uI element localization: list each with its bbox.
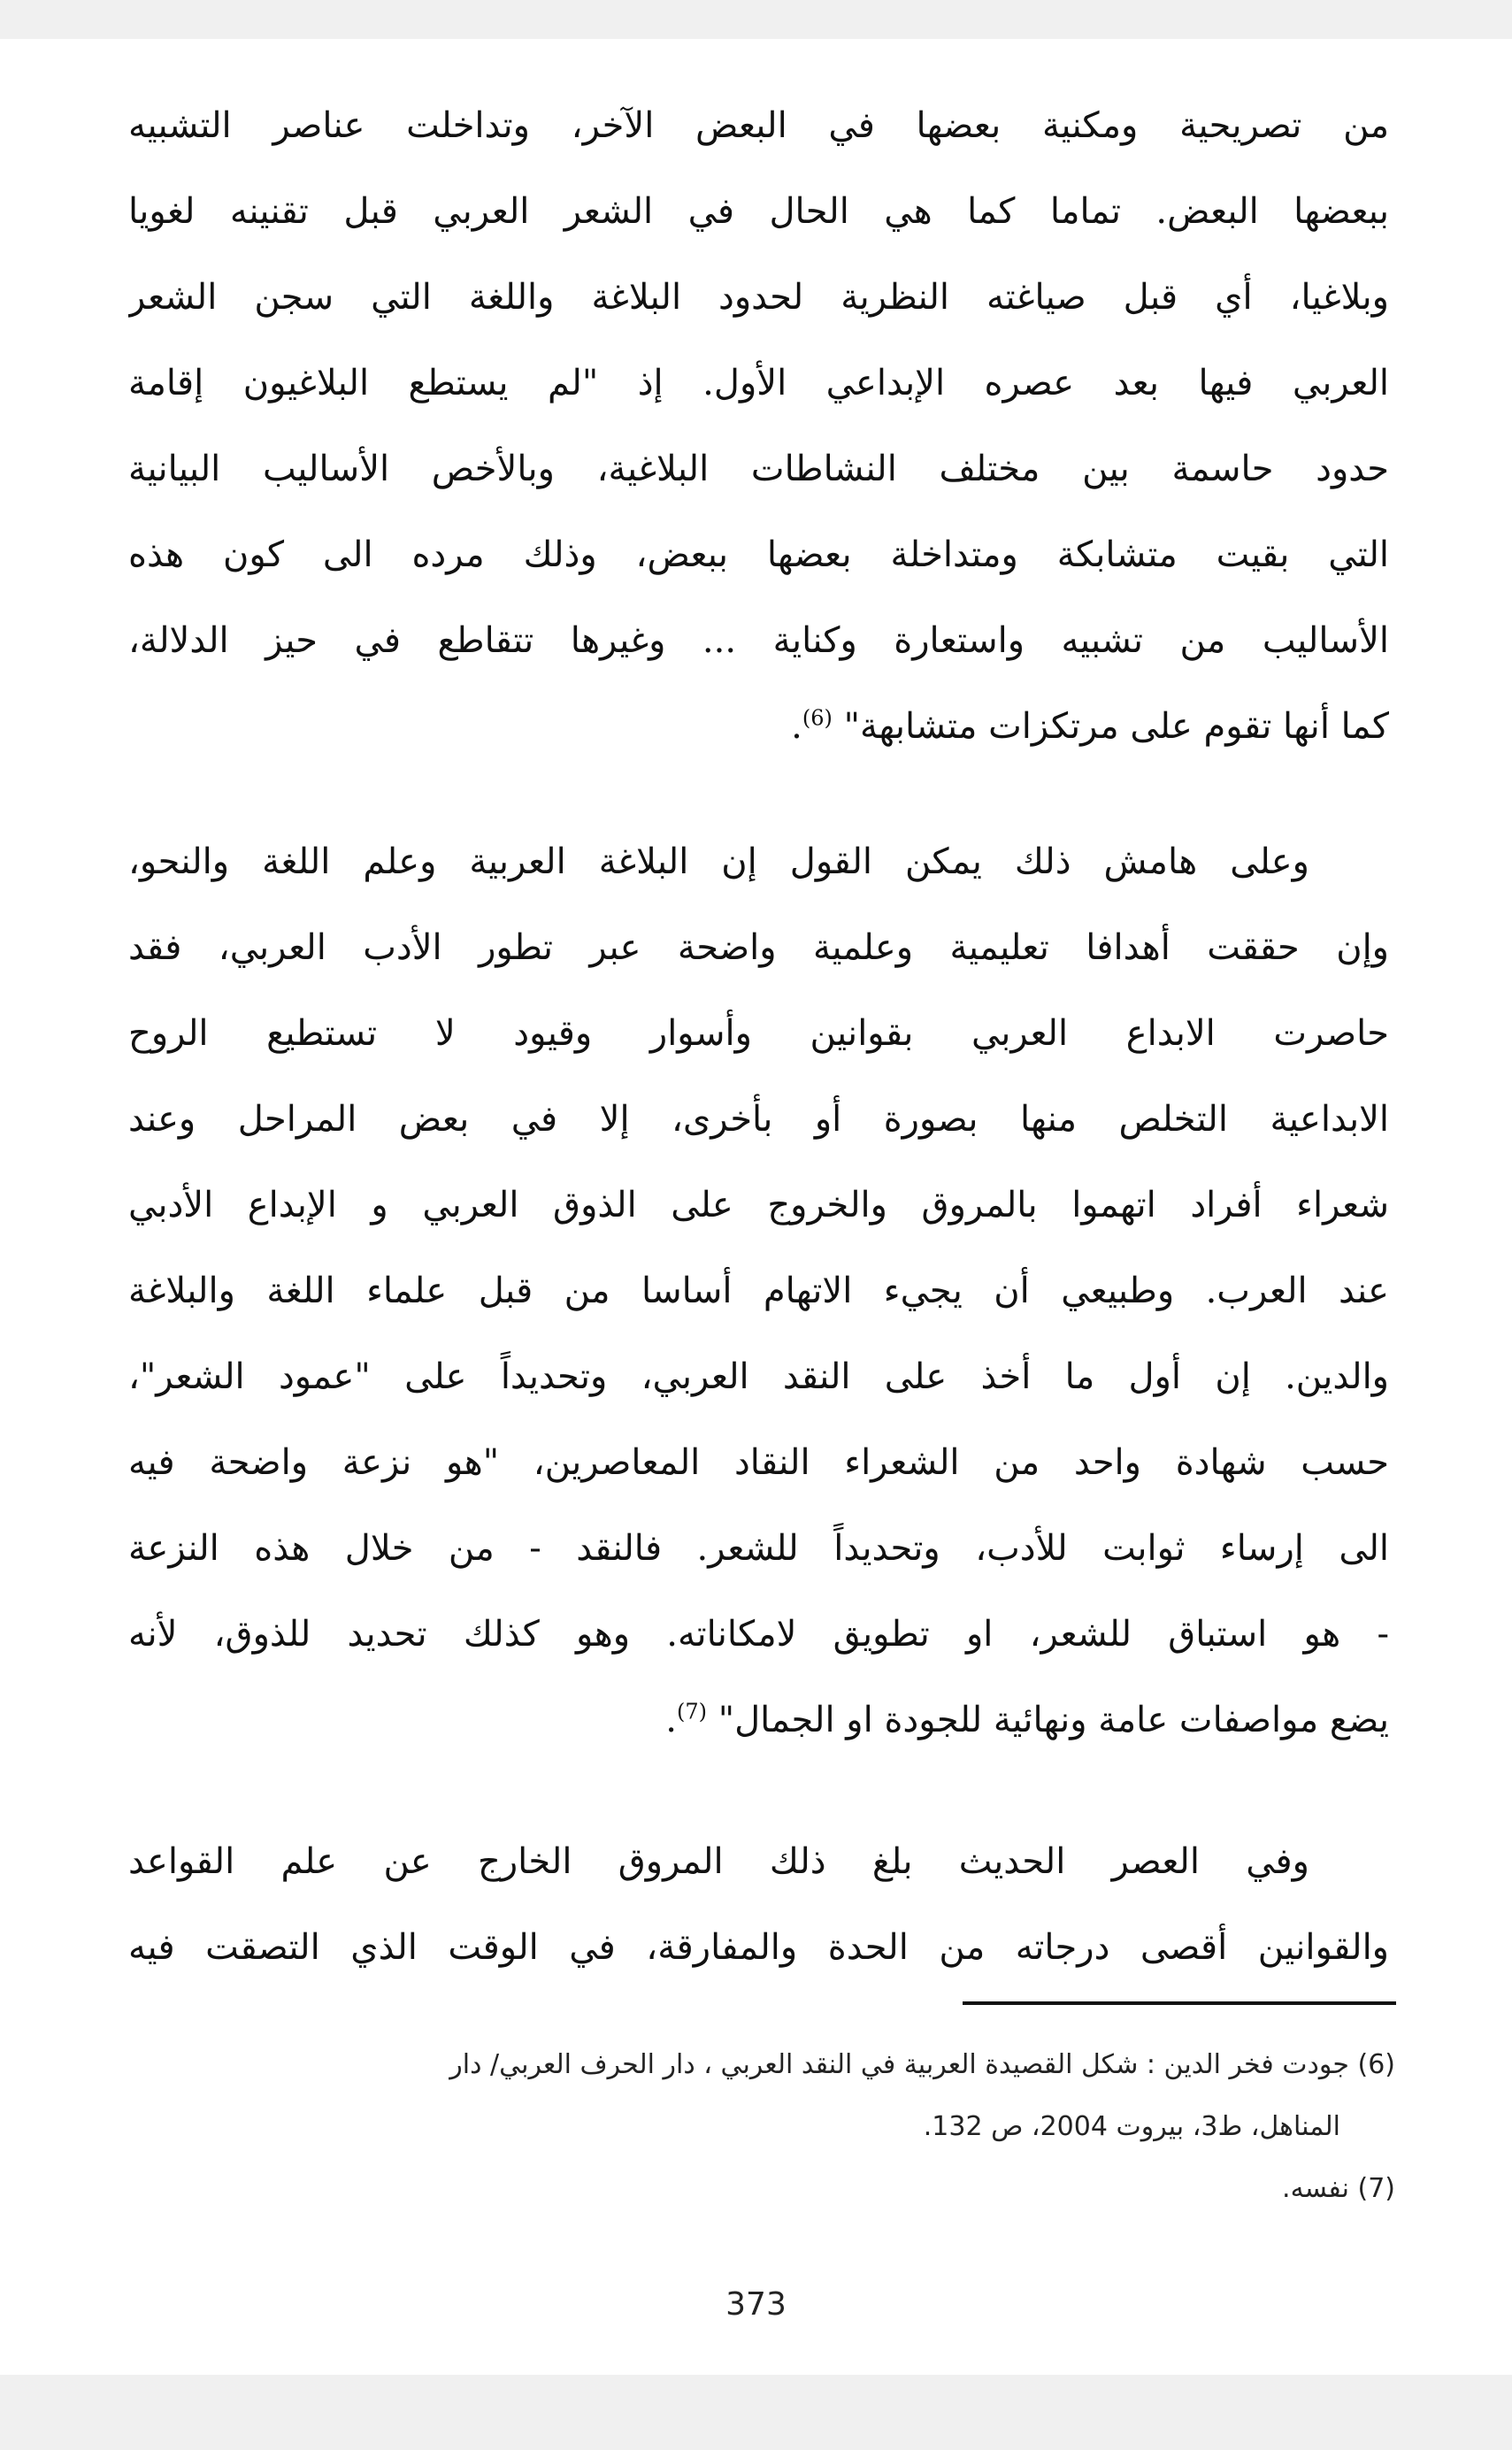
footnote-separator bbox=[963, 2001, 1396, 2005]
paragraph-last-line bbox=[128, 684, 1389, 770]
paragraph-line: ببعضها البعض. تماما كما هي الحال في الشعر العربي قبل تقنينه لغويا bbox=[128, 191, 1389, 232]
paragraph-line: حدود حاسمة بين مختلف النشاطات البلاغية، وبالأخص الأساليب البيانية bbox=[128, 449, 1389, 489]
paragraph-line: - هو استباق للشعر، او تطويق لامكاناته. وهو كذلك تحديد للذوق، لأنه bbox=[128, 1614, 1389, 1655]
page-number: 373 bbox=[725, 2286, 787, 2323]
paragraph-line: الى إرساء ثوابت للأدب، وتحديداً للشعر. فالنقد - من خلال هذه النزعة bbox=[128, 1528, 1389, 1569]
quote-end-text: كما أنها تقوم على مرتكزات متشابهة" bbox=[843, 706, 1389, 747]
sentence-end: . bbox=[791, 706, 802, 747]
footnote-ref-7: (7) bbox=[676, 1699, 707, 1724]
paragraph-line: من تصريحية ومكنية بعضها في البعض الآخر، وتداخلت عناصر التشبيه bbox=[128, 105, 1389, 146]
paragraph-line: التي بقيت متشابكة ومتداخلة بعضها ببعض، وذلك مرده الى كون هذه bbox=[128, 534, 1389, 575]
paragraph-2 bbox=[128, 819, 1389, 1763]
paragraph-line: وبلاغيا، أي قبل صياغته النظرية لحدود البلاغة واللغة التي سجن الشعر bbox=[128, 277, 1389, 318]
paragraph-line: وإن حققت أهدافا تعليمية وعلمية واضحة عبر تطور الأدب العربي، فقد bbox=[128, 927, 1389, 968]
paragraph-1 bbox=[128, 83, 1389, 770]
paragraph-line: الابداعية التخلص منها بصورة أو بأخرى، إلا في بعض المراحل وعند bbox=[128, 1099, 1389, 1140]
paragraph-line: شعراء أفراد اتهموا بالمروق والخروج على الذوق العربي و الإبداع الأدبي bbox=[128, 1185, 1389, 1225]
footnote-7: (7) نفسه. bbox=[1282, 2173, 1395, 2204]
paragraph-3 bbox=[128, 1819, 1389, 1991]
quote-end-text: يضع مواصفات عامة ونهائية للجودة او الجمال" bbox=[718, 1700, 1389, 1740]
paragraph-line: الأساليب من تشبيه واستعارة وكناية ... وغيرها تتقاطع في حيز الدلالة، bbox=[128, 620, 1389, 661]
footnote-6-line-2: المناهل، ط3، بيروت 2004، ص 132. bbox=[923, 2111, 1340, 2142]
paragraph-line: وفي العصر الحديث بلغ ذلك المروق الخارج عن علم القواعد bbox=[128, 1841, 1309, 1882]
footnote-ref-6: (6) bbox=[802, 705, 833, 731]
paragraph-line: والدين. إن أول ما أخذ على النقد العربي، وتحديداً على "عمود الشعر"، bbox=[128, 1356, 1389, 1397]
footnote-6-line-1: (6) جودت فخر الدين : شكل القصيدة العربية في النقد العربي ، دار الحرف العربي/ دار bbox=[449, 2049, 1395, 2080]
paragraph-line: العربي فيها بعد عصره الإبداعي الأول. إذ "لم يستطع البلاغيون إقامة bbox=[128, 363, 1389, 403]
book-page bbox=[0, 39, 1512, 2375]
sentence-end: . bbox=[665, 1700, 677, 1740]
paragraph-last-line bbox=[128, 1678, 1389, 1763]
footnotes bbox=[128, 2034, 1395, 2220]
paragraph-line: حاصرت الابداع العربي بقوانين وأسوار وقيود لا تستطيع الروح bbox=[128, 1013, 1389, 1054]
paragraph-line: حسب شهادة واحد من الشعراء النقاد المعاصرين، "هو نزعة واضحة فيه bbox=[128, 1442, 1389, 1483]
paragraph-line: والقوانين أقصى درجاته من الحدة والمفارقة، في الوقت الذي التصقت فيه bbox=[128, 1927, 1389, 1968]
paragraph-line: عند العرب. وطبيعي أن يجيء الاتهام أساسا من قبل علماء اللغة والبلاغة bbox=[128, 1271, 1389, 1311]
paragraph-line: وعلى هامش ذلك يمكن القول إن البلاغة العربية وعلم اللغة والنحو، bbox=[128, 841, 1309, 882]
